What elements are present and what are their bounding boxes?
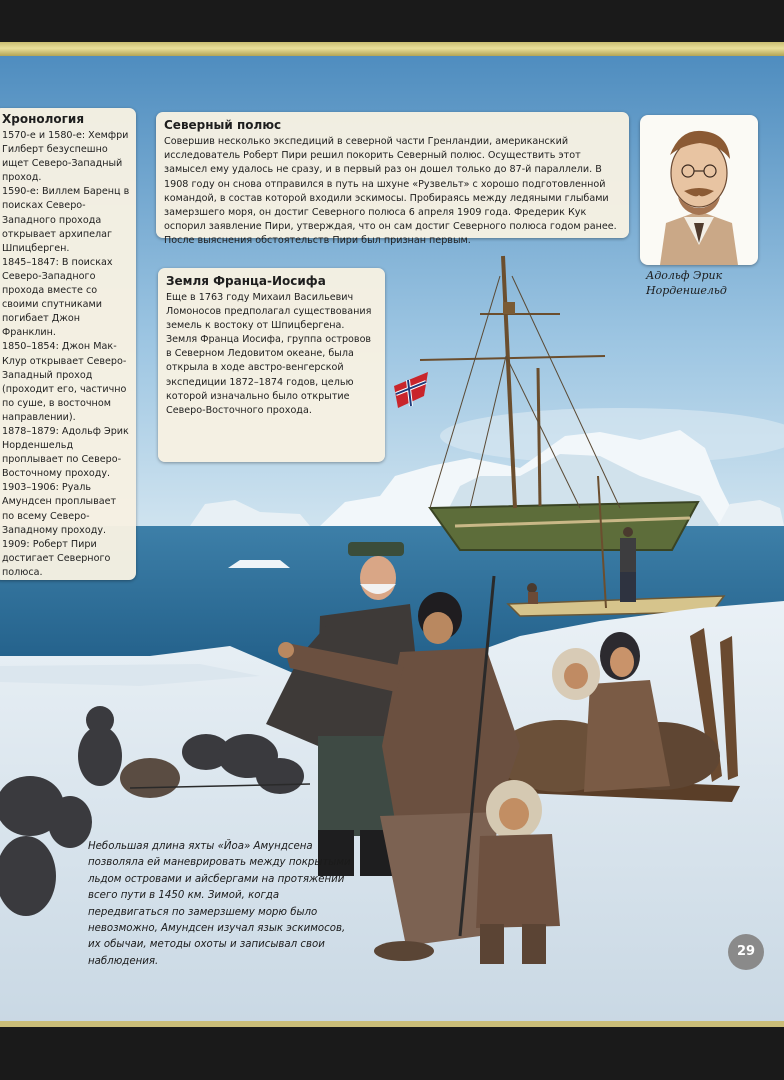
north-pole-box (156, 112, 629, 247)
chronology-entry: 1903–1906: Руаль Амундсен проплывает по всему Северо-Западному проходу. (2, 482, 117, 536)
franz-josef-title: Земля Франца-Иосифа (166, 274, 326, 288)
nordenskiold-portrait (640, 115, 758, 265)
chronology-list (2, 129, 130, 580)
gold-top-rule (0, 42, 784, 56)
book-page (0, 42, 784, 1027)
north-pole-text: Совершив несколько экспедиций в северной части Гренландии, американский исследователь Роберт Пири решил покорить Северный полюс. Осуществить этот замысел ему удалось не сразу, и в первый раз он дошел только до 87-й параллели. В 1908 году он снова отправился в путь на шхуне «Рузвельт» с хорошо подготовленной командой, в состав которой входили эскимосы. Пробираясь между ледяными глыбами замерзшего моря, он достиг Северного полюса 6 апреля 1909 года. Фредерик Кук оспорил заявление Пири, утверждая, что он сам достиг Северного полюса годом ранее. После выяснения обстоятельств Пири был признан первым. (164, 136, 617, 247)
chronology-entry: 1570-е и 1580-е: Хемфри Гилберт безуспешно ищет Северо-Западный проход. (2, 130, 129, 184)
portrait-caption: Адольф Эрик Норденшельд (646, 269, 727, 297)
franz-josef-land-box (158, 268, 385, 462)
chronology-box (0, 108, 136, 580)
chronology-entry: 1878–1879: Адольф Эрик Норденшельд проплывает по Северо-Восточному проходу. (2, 425, 129, 480)
portrait-drawing (640, 115, 758, 265)
chronology-entry: 1850–1854: Джон Мак-Клур открывает Северо-Западный проход (проходит его, частично по суше, в восточном направлении). (2, 341, 127, 423)
chronology-entry: 1590-е: Виллем Баренц в поисках Северо-Западного прохода открывает архипелаг Шпицберген. (2, 186, 130, 254)
gold-bottom-rule (0, 1021, 784, 1027)
illustration-caption: Небольшая длина яхты «Йоа» Амундсена позволяла ей маневрировать между покрытыми льдом островами и айсбергами на протяжении всего пути в 1450 км. Зимой, когда передвигаться по замерзшему морю было невозможно, Амундсен изучал язык эскимосов, их обычаи, методы охоты и записывал свои наблюдения. (88, 841, 351, 967)
franz-josef-text: Еще в 1763 году Михаил Васильевич Ломоносов предполагал существования земель к востоку от Шпицбергена. Земля Франца Иосифа, группа островов в Северном Ледовитом океане, была открыла в ходе австро-венгерской экспедиции 1872–1874 годов, целью которой изначально было открытие Северо-Восточного прохода. (166, 292, 372, 416)
north-pole-title: Северный полюс (164, 118, 282, 132)
chronology-title: Хронология (2, 112, 85, 126)
chronology-entry: 1909: Роберт Пири достигает Северного полюса. (2, 538, 111, 578)
chronology-entry: 1845–1847: В поисках Северо-Западного прохода вместе со своими спутниками погибает Джон Франклин. (2, 256, 113, 339)
page-number: 29 (728, 934, 764, 970)
